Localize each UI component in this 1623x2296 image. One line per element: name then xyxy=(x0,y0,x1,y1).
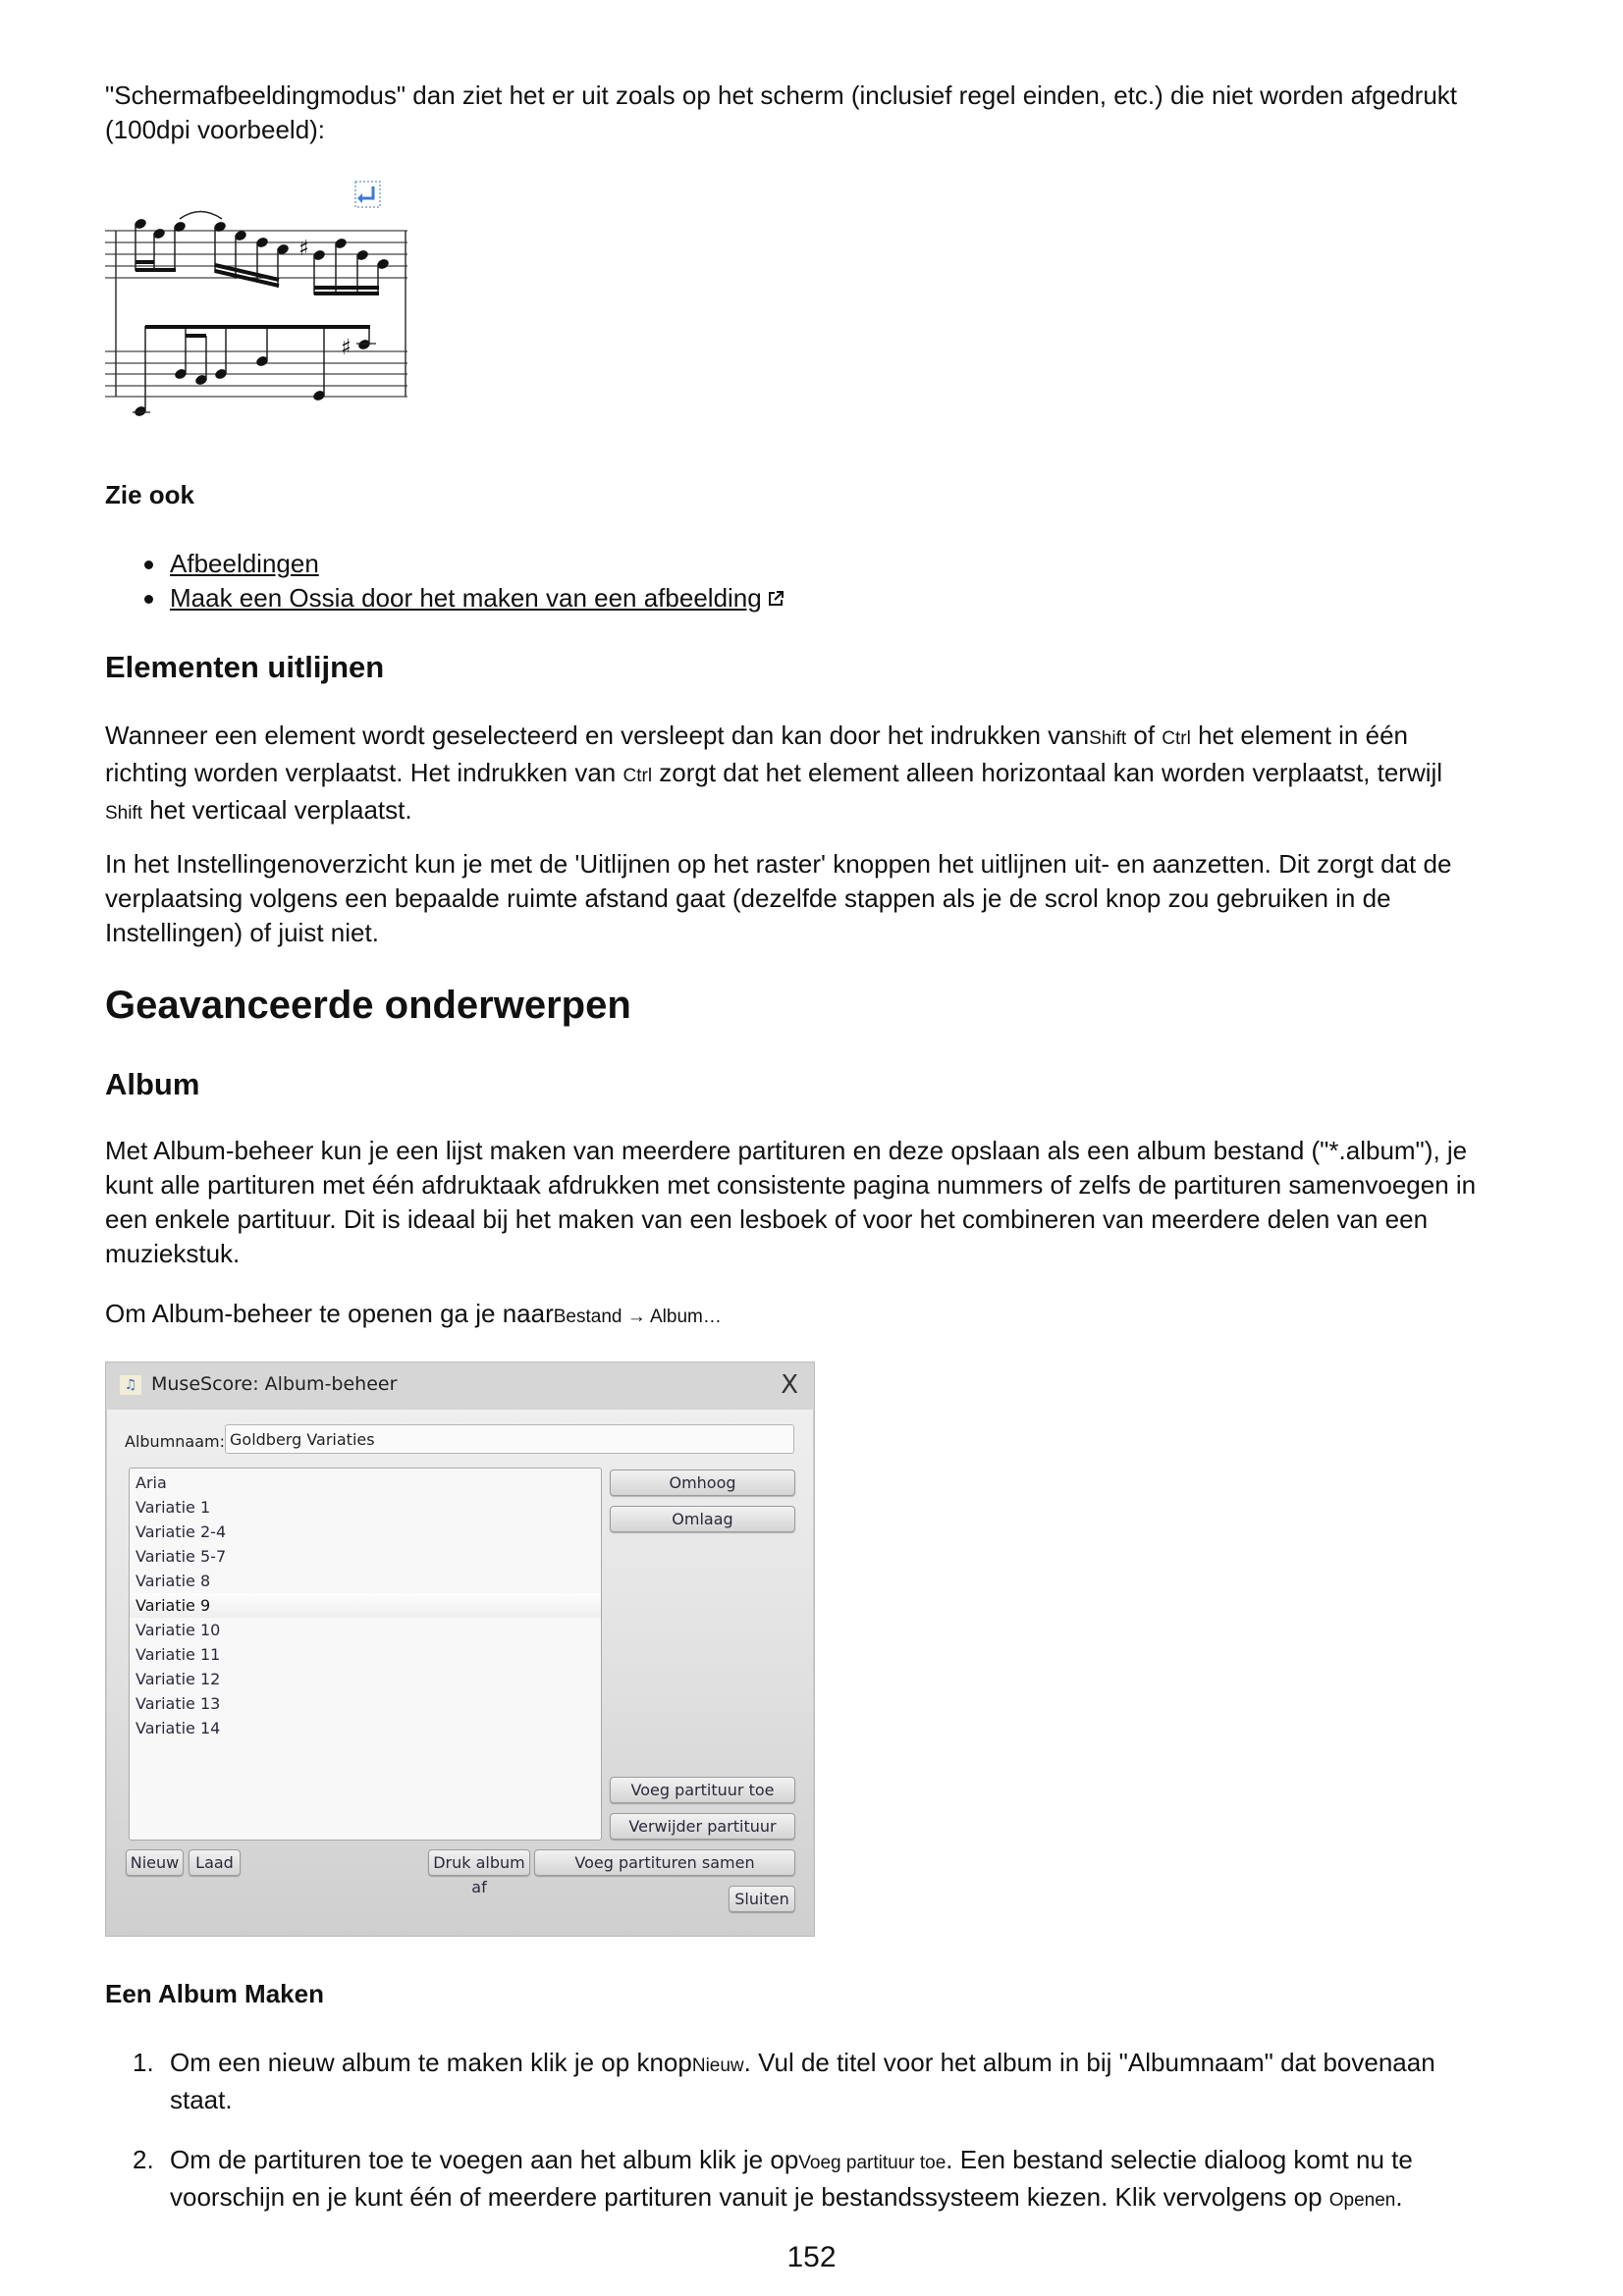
see-also-item xyxy=(105,581,785,615)
key-ctrl: Ctrl xyxy=(1162,728,1191,749)
see-also-list xyxy=(105,547,785,615)
album-manager-dialog xyxy=(105,1362,815,1937)
align-paragraph-1: Wanneer een element wordt geselecteerd en versleept dan kan door het indrukken vanShift of Ctrl het element in één richting worden verplaatst. Het indrukken van Ctrl zorgt dat het element alleen horizontaal kan worden verplaatst, terwijl Shift het verticaal verplaatst. xyxy=(105,721,1443,825)
align-paragraph-2: In het Instellingenoverzicht kun je met de 'Uitlijnen op het raster' knoppen het uitlijnen uit- en aanzetten. Dit zorgt dat de verplaatsing volgens een bepaalde ruimte afstand gaat (dezelfde stappen als je de scrol knop zou gebruiken in de Instellingen) of juist niet. xyxy=(105,849,1452,947)
score-list-item[interactable]: Variatie 11 xyxy=(135,1645,221,1664)
close-icon[interactable]: X xyxy=(781,1370,798,1400)
album-paragraph-2: Om Album-beheer te openen ga je naarBestand → Album… xyxy=(105,1299,722,1328)
external-link-icon xyxy=(766,589,785,609)
button-ref-open: Openen xyxy=(1328,2190,1396,2211)
score-list-item[interactable]: Variatie 5-7 xyxy=(135,1547,227,1566)
intro-paragraph xyxy=(105,79,1539,147)
line-break-icon xyxy=(355,182,380,207)
score-list-item[interactable]: Variatie 1 xyxy=(135,1498,211,1517)
music-notation-image xyxy=(105,175,409,430)
load-button[interactable]: Laad xyxy=(189,1849,241,1876)
see-also-heading: Zie ook xyxy=(105,480,195,509)
album-name-label: Albumnaam: xyxy=(125,1432,225,1451)
score-list-item-selected[interactable]: Variatie 9 xyxy=(130,1593,601,1618)
sharp-sign: ♯ xyxy=(341,336,352,360)
move-up-button[interactable]: Omhoog xyxy=(610,1469,795,1496)
close-button[interactable]: Sluiten xyxy=(729,1886,795,1912)
dialog-body xyxy=(107,1410,813,1935)
step-item: 2. Om de partituren toe te voegen aan het album klik je opVoeg partituur toe. Een bestand selectie dialoog komt nu te voorschijn en je kunt één of meerdere partituren vanuit je bestandssysteem kiezen. Klik vervolgens op Openen. xyxy=(133,2145,1413,2212)
key-shift: Shift xyxy=(1089,728,1127,749)
page-number: 152 xyxy=(786,2241,837,2273)
make-album-steps xyxy=(105,2046,1539,2217)
album-name-input[interactable] xyxy=(225,1424,794,1454)
score-list-item[interactable]: Variatie 13 xyxy=(135,1694,221,1713)
score-list-item[interactable]: Variatie 8 xyxy=(135,1572,211,1590)
add-score-button[interactable]: Voeg partituur toe xyxy=(610,1777,795,1803)
treble-notes xyxy=(134,217,391,270)
sharp-sign: ♯ xyxy=(298,237,309,261)
score-screenshot-image xyxy=(105,175,409,430)
align-heading: Elementen uitlijnen xyxy=(105,650,385,684)
treble-stems xyxy=(135,226,378,294)
link-afbeeldingen[interactable]: Afbeeldingen xyxy=(170,549,319,578)
score-list-item[interactable]: Variatie 10 xyxy=(135,1621,221,1639)
key-shift: Shift xyxy=(105,803,143,824)
score-list[interactable] xyxy=(129,1468,602,1841)
bass-beams xyxy=(145,327,370,336)
bass-notes xyxy=(134,338,372,417)
link-ossia[interactable]: Maak een Ossia door het maken van een afbeelding xyxy=(170,583,762,613)
make-album-heading: Een Album Maken xyxy=(105,1979,324,2008)
move-down-button[interactable]: Omlaag xyxy=(610,1506,795,1532)
dialog-titlebar xyxy=(106,1362,814,1410)
album-paragraph-1: Met Album-beheer kun je een lijst maken van meerdere partituren en deze opslaan als een album bestand ("*.album"), je kunt alle partituren met één afdruktaak afdrukken met consistente pagina nummers of zelfs de partituren samenvoegen in een enkele partituur. Dit is ideaal bij het maken van een lesboek of voor het combineren van meerdere delen van een muziekstuk. xyxy=(105,1136,1477,1268)
remove-score-button[interactable]: Verwijder partituur xyxy=(610,1813,795,1840)
score-list-item[interactable]: Aria xyxy=(135,1473,167,1492)
step-item: 1. Om een nieuw album te maken klik je op knopNieuw. Vul de titel voor het album in bij "Albumnaam" dat bovenaan staat. xyxy=(133,2048,1435,2114)
musescore-icon: ♫ xyxy=(120,1375,141,1395)
key-ctrl: Ctrl xyxy=(622,766,653,786)
button-ref-add-score: Voeg partituur toe xyxy=(798,2153,947,2173)
advanced-topics-heading: Geavanceerde onderwerpen xyxy=(105,984,631,1027)
print-album-button[interactable]: Druk album af xyxy=(428,1849,530,1876)
menu-path: Bestand → Album… xyxy=(553,1307,722,1327)
intro-line-1: "Schermafbeeldingmodus" dan ziet het er uit zoals op het scherm (inclusief regel einden, etc.) die niet worden afgedrukt xyxy=(105,80,1457,110)
slur xyxy=(180,212,222,220)
dialog-title: MuseScore: Album-beheer xyxy=(151,1373,398,1395)
new-button[interactable]: Nieuw xyxy=(126,1849,184,1876)
score-list-item[interactable]: Variatie 12 xyxy=(135,1670,221,1688)
score-list-item[interactable]: Variatie 2-4 xyxy=(135,1522,227,1541)
bass-staff xyxy=(105,351,407,397)
score-list-item[interactable]: Variatie 14 xyxy=(135,1719,221,1737)
intro-line-2: (100dpi voorbeeld): xyxy=(105,115,326,144)
join-scores-button[interactable]: Voeg partituren samen xyxy=(534,1849,795,1876)
see-also-item xyxy=(105,547,785,581)
album-heading: Album xyxy=(105,1067,200,1101)
button-ref-new: Nieuw xyxy=(691,2056,744,2076)
